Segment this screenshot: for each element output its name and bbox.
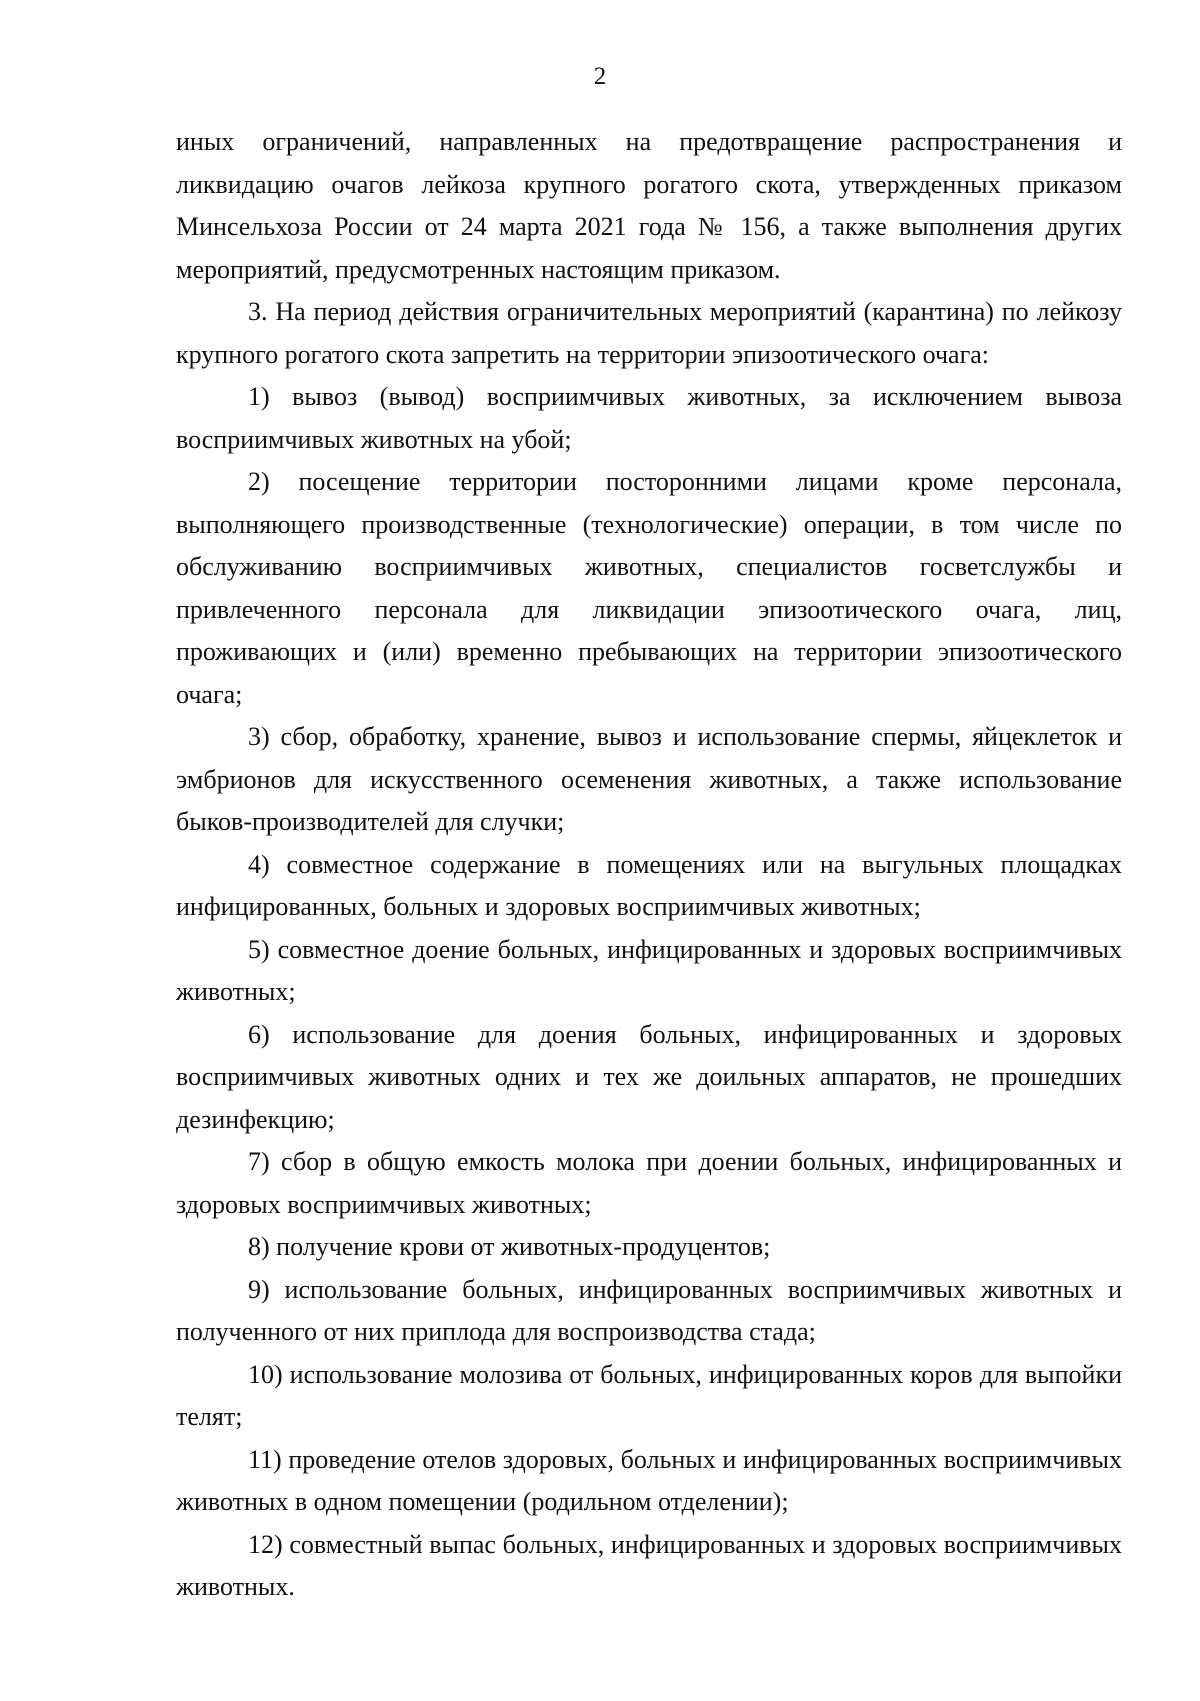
list-item-5: 5) совместное доение больных, инфицированных и здоровых восприимчивых животных; — [176, 934, 1122, 1006]
list-item-8: 8) получение крови от животных-продуцентов; — [248, 1232, 771, 1261]
document-body — [176, 121, 1122, 1609]
list-item-1: 1) вывоз (вывод) восприимчивых животных, за исключением вывоза восприимчивых животных на убой; — [176, 382, 1122, 454]
list-item-12: 12) совместный выпас больных, инфицированных и здоровых восприимчивых животных. — [176, 1529, 1122, 1601]
list-item-6: 6) использование для доения больных, инфицированных и здоровых восприимчивых животных одних и тех же доильных аппаратов, не прошедших дезинфекцию; — [176, 1019, 1122, 1134]
page-number: 2 — [593, 63, 607, 90]
list-item-3: 3) сбор, обработку, хранение, вывоз и использование спермы, яйцеклеток и эмбрионов для искусственного осеменения животных, а также использование быков-производителей для случки; — [176, 722, 1122, 836]
paragraph-continuation: иных ограничений, направленных на предотвращение распространения и ликвидацию очагов лейкоза крупного рогатого скота, утвержденных приказом Минсельхоза России от 24 марта 2021 года № 156, а также выполнения других мероприятий, предусмотренных настоящим приказом. — [176, 127, 1122, 284]
list-item-10: 10) использование молозива от больных, инфицированных коров для выпойки телят; — [176, 1359, 1122, 1431]
list-item-11: 11) проведение отелов здоровых, больных и инфицированных восприимчивых животных в одном помещении (родильном отделении); — [176, 1444, 1122, 1516]
list-item-7: 7) сбор в общую емкость молока при доении больных, инфицированных и здоровых восприимчивых животных; — [176, 1147, 1122, 1219]
list-item-2: 2) посещение территории посторонними лицами кроме персонала, выполняющего производственные (технологические) операции, в том числе по обслуживанию восприимчивых животных, специалистов госветслужбы и привлеченного персонала для ликвидации эпизоотического очага, лиц, проживающих и (или) временно пребывающих на территории эпизоотического очага; — [176, 467, 1122, 709]
clause-3-paragraph: 3. На период действия ограничительных мероприятий (карантина) по лейкозу крупного рогатого скота запретить на территории эпизоотического очага: — [176, 297, 1122, 369]
list-item-4: 4) совместное содержание в помещениях или на выгульных площадках инфицированных, больных и здоровых восприимчивых животных; — [176, 849, 1122, 921]
list-item-9: 9) использование больных, инфицированных восприимчивых животных и полученного от них приплода для воспроизводства стада; — [176, 1274, 1122, 1346]
